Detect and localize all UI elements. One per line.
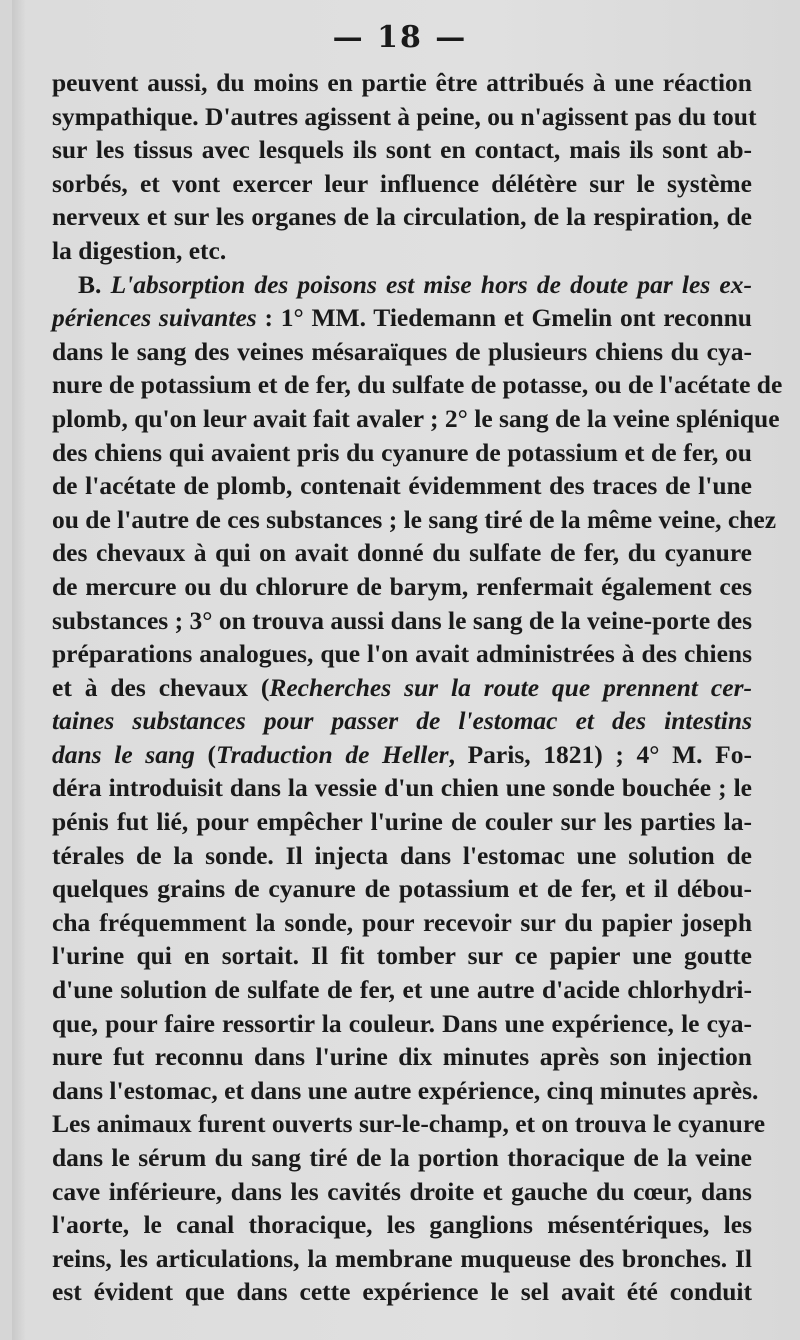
text-line: cave inférieure, dans les cavités droite et gauche du cœur, dans <box>52 1176 752 1206</box>
text-line <box>52 268 752 302</box>
text-span: ( <box>194 739 217 769</box>
text-line: l'urine qui en sortait. Il fit tomber sur ce papier une goutte <box>52 941 752 971</box>
text-line: nure fut reconnu dans l'urine dix minutes après son injection <box>52 1042 752 1072</box>
text-line: que, pour faire ressortir la couleur. Dans une expérience, le cya- <box>52 1008 752 1038</box>
text-line: des chevaux à qui on avait donné du sulfate de fer, du cyanure <box>52 538 752 568</box>
text-line: l'aorte, le canal thoracique, les ganglions mésentériques, les <box>52 1210 752 1240</box>
italic-heading: périences suivantes <box>52 303 257 333</box>
body-text <box>52 66 783 1309</box>
text-line: d'une solution de sulfate de fer, et une autre d'acide chlorhydri- <box>52 975 752 1005</box>
citation-title: taines substances pour passer de l'estomac et des intestins <box>52 706 752 736</box>
text-line: de l'acétate de plomb, contenait évidemment des traces de l'une <box>52 471 752 501</box>
text-line: peuvent aussi, du moins en partie être attribués à une réaction <box>52 68 752 97</box>
text-line: térales de la sonde. Il injecta dans l'estomac une solution de <box>52 840 752 870</box>
section-label: B. <box>78 269 111 299</box>
italic-heading: L'absorption des poisons est mise hors de doute par les ex- <box>110 269 752 299</box>
text-line: reins, les articulations, la membrane muqueuse des bronches. Il <box>52 1243 752 1273</box>
text-line: substances ; 3° on trouva aussi dans le sang de la veine-porte des <box>52 605 752 635</box>
text-line: nerveux et sur les organes de la circulation, de la respiration, de <box>52 202 752 232</box>
text-line: dans le sang des veines mésaraïques de plusieurs chiens du cya- <box>52 336 752 366</box>
page-number: — 18 — <box>332 20 468 55</box>
citation-title: dans le sang <box>52 739 195 769</box>
text-line: déra introduisit dans la vessie d'un chien une sonde bouchée ; le <box>52 773 752 803</box>
text-line: quelques grains de cyanure de potassium et de fer, et il débou- <box>52 874 752 904</box>
citation-title: Traduction de Heller <box>216 739 449 769</box>
text-line: pénis fut lié, pour empêcher l'urine de couler sur les parties la- <box>52 807 752 837</box>
text-line: de mercure ou du chlorure de barym, renfermait également ces <box>52 571 752 601</box>
citation-title: Recherches sur la route que prennent cer- <box>269 672 752 702</box>
text-line: est évident que dans cette expérience le sel avait été conduit <box>52 1277 752 1307</box>
text-line: sur les tissus avec lesquels ils sont en contact, mais ils sont ab- <box>52 135 752 165</box>
text-line <box>52 671 752 705</box>
text-line <box>52 738 752 772</box>
text-line: plomb, qu'on leur avait fait avaler ; 2° le sang de la veine splénique <box>52 403 780 433</box>
text-line: des chiens qui avaient pris du cyanure de potassium et de fer, ou <box>52 437 752 467</box>
text-line: dans le sérum du sang tiré de la portion thoracique de la veine <box>52 1143 752 1172</box>
text-line: préparations analogues, que l'on avait administrées à des chiens <box>52 639 752 669</box>
text-line: ou de l'autre de ces substances ; le sang tiré de la même veine, chez <box>52 504 777 534</box>
text-span: , Paris, 1821) ; 4° M. Fo- <box>448 739 752 769</box>
text-line: dans l'estomac, et dans une autre expérience, cinq minutes après. <box>52 1075 759 1105</box>
text-span: et à des chevaux ( <box>52 672 270 702</box>
text-line: cha fréquemment la sonde, pour recevoir sur du papier joseph <box>52 907 752 937</box>
text-span: : 1° MM. Tiedemann et Gmelin ont reconnu <box>256 303 752 333</box>
text-line: nure de potassium et de fer, du sulfate de potasse, ou de l'acétate de <box>52 370 783 400</box>
text-line: sympathique. D'autres agissent à peine, ou n'agissent pas du tout <box>52 101 757 131</box>
text-line: la digestion, etc. <box>52 235 227 265</box>
text-line <box>52 301 752 335</box>
text-line: sorbés, et vont exercer leur influence délétère sur le système <box>52 168 752 198</box>
text-line: Les animaux furent ouverts sur-le-champ, et on trouva le cyanure <box>52 1109 766 1139</box>
